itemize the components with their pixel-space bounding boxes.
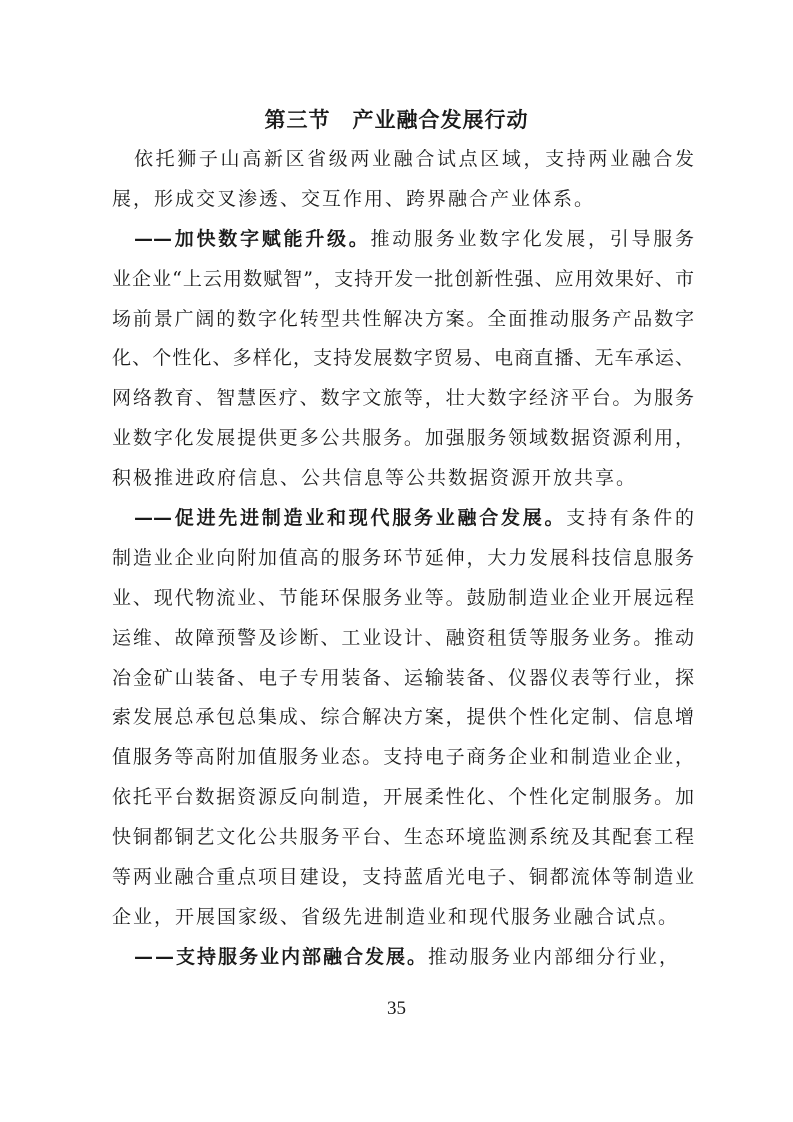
text: 场前景广阔的数字化转型共性解决方案。全面推动服务产品数字	[112, 307, 694, 330]
section-title: 第三节 产业融合发展行动	[264, 107, 529, 132]
paragraph-line	[112, 499, 694, 539]
text: 依托平台数据资源反向制造，开展柔性化、个性化定制服务。加	[112, 786, 694, 809]
text: 企业，开展国家级、省级先进制造业和现代服务业融合试点。	[112, 905, 680, 928]
text: 运维、故障预警及诊断、工业设计、融资租赁等服务业务。推动	[112, 626, 694, 649]
text: 化、个性化、多样化，支持发展数字贸易、电商直播、无车承运、	[112, 347, 694, 370]
paragraph-line	[112, 619, 694, 659]
text: 索发展总承包总集成、综合解决方案，提供个性化定制、信息增	[112, 706, 694, 729]
document-body	[112, 140, 694, 978]
paragraph-line	[112, 778, 694, 818]
text: 依托狮子山高新区省级两业融合试点区域，支持两业融合发	[134, 148, 694, 170]
paragraph-line	[112, 339, 694, 379]
paragraph-line	[112, 938, 694, 978]
bold-heading: ——促进先进制造业和现代服务业融合发展。	[134, 507, 567, 530]
paragraph-line	[112, 539, 694, 579]
text: 积极推进政府信息、公共信息等公共数据资源开放共享。	[112, 467, 638, 490]
text: 展，形成交叉渗透、交互作用、跨界融合产业体系。	[112, 187, 596, 210]
text: 等两业融合重点项目建设，支持蓝盾光电子、铜都流体等制造业	[112, 866, 694, 889]
paragraph-line	[112, 818, 694, 858]
text: 业企业“上云用数赋智”，支持开发一批创新性强、应用效果好、市	[112, 267, 694, 290]
paragraph-line	[112, 579, 694, 619]
text: 推动服务业数字化发展，引导服务	[370, 227, 694, 250]
paragraph-line	[112, 260, 694, 300]
bold-heading: ——加快数字赋能升级。	[134, 227, 371, 250]
bold-heading: ——支持服务业内部融合发展。	[134, 945, 429, 968]
text: 业、现代物流业、节能环保服务业等。鼓励制造业企业开展远程	[112, 586, 694, 609]
page-number: 35	[387, 998, 406, 1019]
paragraph-line	[112, 419, 694, 459]
paragraph-line	[112, 698, 694, 738]
paragraph-line	[112, 300, 694, 340]
paragraph-line	[112, 659, 694, 699]
text: 业数字化发展提供更多公共服务。加强服务领域数据资源利用，	[112, 427, 694, 450]
paragraph-line	[112, 738, 694, 778]
paragraph-line	[112, 140, 694, 180]
text: 推动服务业内部细分行业，	[428, 945, 681, 968]
paragraph-line	[112, 379, 694, 419]
paragraph-line	[112, 220, 694, 260]
text: 制造业企业向附加值高的服务环节延伸，大力发展科技信息服务	[112, 546, 694, 569]
text: 值服务等高附加值服务业态。支持电子商务企业和制造业企业，	[112, 746, 694, 769]
text: 支持有条件的	[566, 507, 694, 530]
paragraph-line	[112, 858, 694, 898]
paragraph-line	[112, 898, 694, 938]
paragraph-line	[112, 459, 694, 499]
text: 冶金矿山装备、电子专用装备、运输装备、仪器仪表等行业，探	[112, 666, 694, 689]
text: 快铜都铜艺文化公共服务平台、生态环境监测系统及其配套工程	[112, 826, 694, 849]
paragraph-line	[112, 180, 694, 220]
text: 网络教育、智慧医疗、数字文旅等，壮大数字经济平台。为服务	[112, 387, 694, 410]
